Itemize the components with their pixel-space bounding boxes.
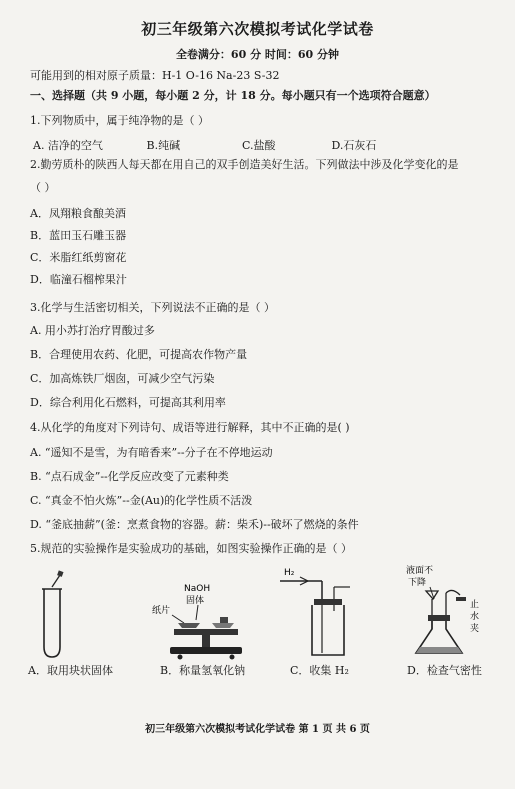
exam-title: 初三年级第六次模拟考试化学试卷 xyxy=(141,20,374,38)
q1-stem: 1.下列物质中，属于纯净物的是（ ） xyxy=(30,114,209,127)
q1-options xyxy=(33,137,376,153)
q2-option-b: B．蓝田玉石雕玉器 xyxy=(30,229,127,242)
exam-subtitle: 全卷满分：60 分 时间：60 分钟 xyxy=(175,48,340,61)
q1-option-d: D.石灰石 xyxy=(331,139,377,152)
q3-option-a: A. 用小苏打治疗胃酸过多 xyxy=(30,324,155,337)
q2-option-c: C．米脂红纸剪窗花 xyxy=(30,251,127,264)
figure-a-test-tube xyxy=(30,565,90,665)
fig-b-naoh-label: NaOH xyxy=(184,584,211,594)
q4-option-a: A. “遥知不是雪，为有暗香来”--分子在不停地运动 xyxy=(30,446,273,459)
q4-stem: 4.从化学的角度对下列诗句、成语等进行解释，其中不正确的是( ) xyxy=(30,421,350,434)
section-heading: 一、选择题（共 9 小题，每小题 2 分，计 18 分。每小题只有一个选项符合题意） xyxy=(30,89,436,102)
atomic-masses: 可能用到的相对原子质量：H-1 O-16 Na-23 S-32 xyxy=(30,69,280,82)
fig-d-label-3: 止 xyxy=(470,600,480,610)
q4-option-b: B. “点石成金”--化学反应改变了元素种类 xyxy=(30,470,229,483)
figure-c-gas-bottle xyxy=(270,565,360,665)
q3-option-b: B．合理使用农药、化肥，可提高农作物产量 xyxy=(30,348,248,361)
fig-c-h2-label: H₂ xyxy=(284,568,295,578)
q4-option-c: C. “真金不怕火炼”--金(Au)的化学性质不活泼 xyxy=(30,494,253,507)
q3-option-c: C．加高炼铁厂烟囱，可减少空气污染 xyxy=(30,372,215,385)
q3-stem: 3.化学与生活密切相关，下列说法不正确的是（ ） xyxy=(30,301,275,314)
fig-b-paper-label: 纸片 xyxy=(152,606,171,616)
fig-d-label-5: 夹 xyxy=(470,624,480,634)
caption-b: B．称量氢氧化钠 xyxy=(160,664,246,677)
figure-b-balance xyxy=(150,565,260,665)
fig-b-solid-label: 固体 xyxy=(186,596,205,606)
q4-option-d: D. “釜底抽薪”(釜：烹煮食物的容器。薪：柴禾)--破坏了燃烧的条件 xyxy=(30,518,359,531)
page-footer: 初三年级第六次模拟考试化学试卷 第 1 页 共 6 页 xyxy=(145,724,370,735)
fig-d-label-4: 水 xyxy=(470,612,480,622)
caption-c: C．收集 H₂ xyxy=(290,664,349,677)
q2-stem-cont: （ ） xyxy=(30,181,56,194)
q5-stem: 5.规范的实验操作是实验成功的基础，如图实验操作正确的是（ ） xyxy=(30,542,352,555)
q1-option-c: C.盐酸 xyxy=(242,139,276,152)
q1-option-b: B.纯碱 xyxy=(146,139,181,152)
fig-d-label-2: 下降 xyxy=(408,578,427,588)
q3-option-d: D．综合利用化石燃料，可提高其利用率 xyxy=(30,396,226,409)
figure-d-flask xyxy=(400,565,500,665)
caption-a: A．取用块状固体 xyxy=(28,664,113,677)
q2-option-a: A．凤翔粮食酿美酒 xyxy=(30,207,126,220)
q2-option-d: D．临潼石榴榨果汁 xyxy=(30,273,127,286)
fig-d-label-1: 液面不 xyxy=(406,566,434,576)
caption-d: D．检查气密性 xyxy=(407,664,482,677)
q1-option-a: A. 洁净的空气 xyxy=(33,139,103,152)
q2-stem: 2.勤劳质朴的陕西人每天都在用自己的双手创造美好生活。下列做法中涉及化学变化的是 xyxy=(30,158,459,171)
